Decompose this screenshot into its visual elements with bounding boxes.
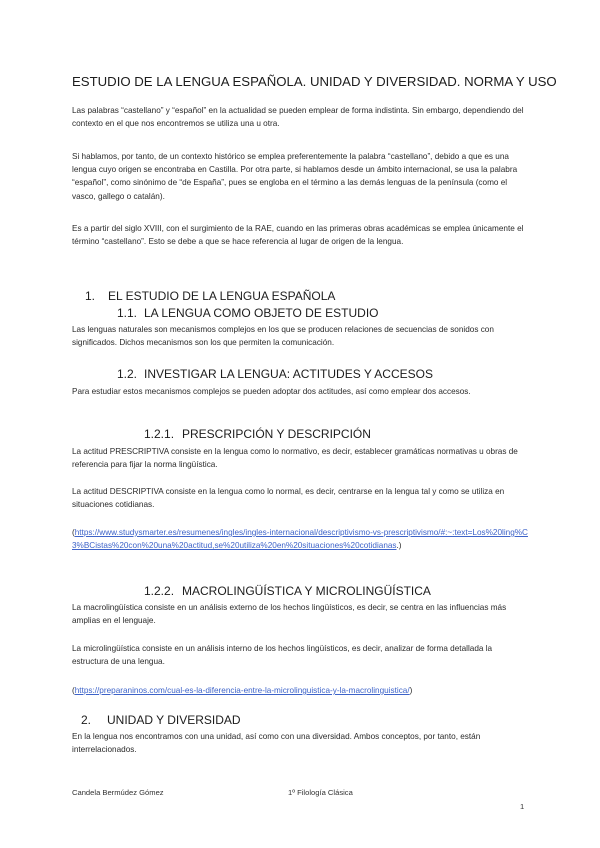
section-2-number: 2.	[81, 713, 92, 727]
section-1-number: 1.	[85, 289, 96, 303]
section-2-heading	[81, 713, 241, 727]
reference-open-paren: (	[72, 686, 75, 695]
section-1-1-heading	[117, 306, 379, 320]
section-1-2-2-title: MACROLINGÜÍSTICA Y MICROLINGÜÍSTICA	[182, 584, 431, 598]
section-2-body: En la lengua nos encontramos con una unidad, así como con una diversidad. Ambos conceptos, por tanto, están interrelacionados.	[72, 732, 481, 755]
page-number: 1	[520, 802, 525, 811]
section-1-2-1-reference	[72, 526, 528, 552]
section-1-2-1-heading	[144, 427, 371, 441]
document-title: ESTUDIO DE LA LENGUA ESPAÑOLA. UNIDAD Y DIVERSIDAD. NORMA Y USO	[72, 74, 557, 89]
studysmarter-link[interactable]: https://www.studysmarter.es/resumenes/ingles/ingles-internacional/descriptivismo-vs-prescriptivismo/#:~:text=Los%20ling%C3%BCistas%20con%20una%20actitud,se%20utiliza%20en%20situaciones%20cotidianas	[72, 528, 528, 551]
section-1-2-2-reference	[72, 684, 528, 697]
section-1-1-body: Las lenguas naturales son mecanismos complejos en los que se producen relaciones de secuencias de sonidos con significados. Dichos mecanismos son los que permiten la comunicación.	[72, 325, 494, 348]
section-1-2-1-body-1: La actitud PRESCRIPTIVA consiste en la lengua como lo normativo, es decir, establecer gramáticas normativas u obras de referencia para fijar la norma lingüística.	[72, 447, 518, 470]
section-1-2-body: Para estudiar estos mecanismos complejos se pueden adoptar dos actitudes, así como emplear dos accesos.	[72, 387, 471, 396]
section-1-2-heading	[117, 367, 433, 381]
section-1-2-2-number: 1.2.2.	[144, 584, 175, 598]
reference-close-paren: .)	[396, 541, 402, 551]
section-1-2-1-number: 1.2.1.	[144, 427, 175, 441]
preparaninos-link[interactable]: https://preparaninos.com/cual-es-la-diferencia-entre-la-microlinguistica-y-la-macrolinguistica/	[74, 686, 410, 695]
section-1-heading	[85, 289, 335, 303]
section-1-2-title: INVESTIGAR LA LENGUA: ACTITUDES Y ACCESOS	[144, 367, 433, 381]
section-1-2-2-heading	[144, 584, 431, 598]
footer-course: 1º Filología Clásica	[288, 788, 353, 797]
section-1-title: EL ESTUDIO DE LA LENGUA ESPAÑOLA	[108, 289, 336, 303]
intro-paragraph-1: Las palabras “castellano” y “español” en la actualidad se pueden emplear de forma indistinta. Sin embargo, dependiendo del contexto en el que nos encontremos se utiliza una u otra.	[72, 106, 524, 129]
reference-close-paren: )	[409, 686, 413, 695]
section-1-2-1-body-2: La actitud DESCRIPTIVA consiste en la lengua como lo normal, es decir, centrarse en la lengua tal y como se utiliza en situaciones cotidianas.	[72, 487, 505, 510]
section-1-2-2-body-1: La macrolingüística consiste en un análisis externo de los hechos lingüísticos, es decir, se centra en las influencias más amplias en el lenguaje.	[72, 603, 507, 626]
section-1-2-1-title: PRESCRIPCIÓN Y DESCRIPCIÓN	[182, 427, 371, 441]
section-1-2-2-body-2: La microlingüística consiste en un análisis interno de los hechos lingüísticos, es decir, analizar de forma detallada la estructura de una lengua.	[72, 644, 493, 667]
reference-open-paren: (	[72, 528, 75, 537]
intro-paragraph-2: Si hablamos, por tanto, de un contexto histórico se emplea preferentemente la palabra “castellano”, debido a que es una lengua cuyo origen se encontraba en Castilla. Por otra parte, si hablamos desde un ámbito internacional, se usa la palabra “español”, como sinónimo de “de España”, pues se engloba en el término a las demás lenguas de la península (como el vasco, gallego o catalán).	[72, 152, 518, 201]
section-1-1-title: LA LENGUA COMO OBJETO DE ESTUDIO	[144, 306, 379, 320]
intro-paragraph-3: Es a partir del siglo XVIII, con el surgimiento de la RAE, cuando en las primeras obras académicas se emplea únicamente el término “castellano”. Esto se debe a que se hace referencia al lugar de origen de la lengua.	[72, 224, 524, 247]
section-1-2-number: 1.2.	[117, 367, 138, 381]
section-1-1-number: 1.1.	[117, 306, 138, 320]
footer-author: Candela Bermúdez Gómez	[72, 788, 164, 797]
section-2-title: UNIDAD Y DIVERSIDAD	[107, 713, 241, 727]
